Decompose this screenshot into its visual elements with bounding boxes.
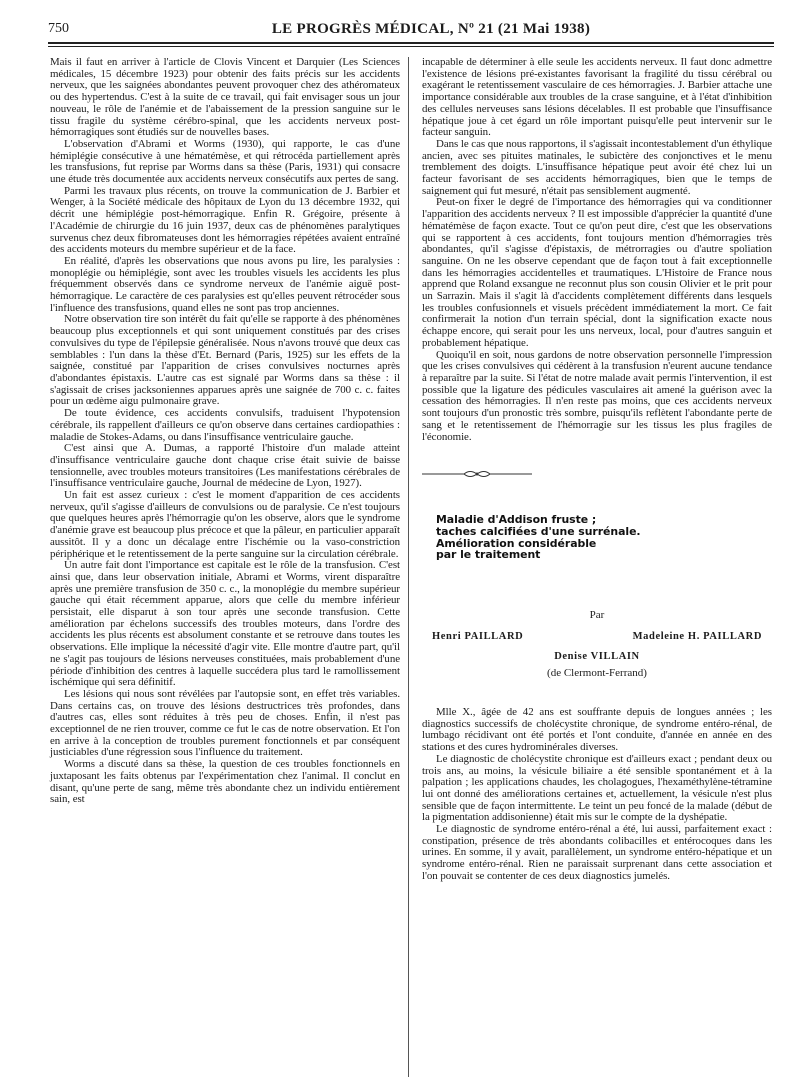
article-title: [422, 514, 772, 561]
body-paragraph: Mais il faut en arriver à l'article de Clovis Vincent et Darquier (Les Sciences médicales, 15 décembre 1923) pour obtenir des faits précis sur les accidents nerveux, que les saignées abondantes peuvent provoquer chez des athéromateux ou des hypertendus. C'est à la suite de ce travail, qui fait envisager sous un jour nouveau, le rôle de l'anémie et de l'abaissement de la pression sanguine sur le tissu fragile du système cérébro-spinal, que les accidents nerveux post-hémorragiques sont étudiés sur de nouvelles bases.: [50, 56, 400, 139]
article-title-line: par le traitement: [436, 548, 541, 562]
article-title-line: Maladie d'Addison fruste ;: [436, 513, 597, 527]
author-name: Denise VILLAIN: [554, 651, 640, 663]
right-column: [422, 57, 772, 883]
body-paragraph: L'observation d'Abrami et Worms (1930), qui rapporte, le cas d'une hémiplégie consécutive à une hématémèse, et qui rétrocéda partiellement après les transfusions, fut reprise par Worms dans sa thèse (Paris, 1931) qui consacre une étude très documentée aux accidents nerveux consécutifs aux pertes de sang.: [50, 137, 400, 186]
byline: Par: [589, 609, 605, 622]
column-divider: [408, 57, 409, 1077]
body-paragraph: Notre observation tire son intérêt du fait qu'elle se rapporte à des phénomènes beaucoup plus exceptionnels et qui sont uniquement constitués par des crises convulsives du type de l'épilepsie généralisée. Nous n'avons trouvé que deux cas semblables : l'un dans la thèse d'Et. Bernard (Paris, 1925) sur les effets de la saignée, constitué par l'apparition de crises convulsives nocturnes après d'abondantes épistaxis. L'autre cas est signalé par Worms dans sa thèse : il s'agissait de crises jacksoniennes apparues après une saignée de 700 c. c. faites pour un œdème aigu pulmonaire grave.: [50, 313, 400, 408]
header-rule-thick: [48, 42, 774, 44]
header-rule-thin: [48, 46, 774, 47]
body-paragraph: Mlle X., âgée de 42 ans est souffrante depuis de longues années ; les diagnostics successifs de cholécystite chronique, de syndrome entéro-rénal, de lumbago récidivant ont été portés et l'ont conduite, d'année en année en des stations et des cures hydrominérales diverses.: [422, 706, 772, 754]
article-body: [422, 707, 772, 883]
journal-running-title: LE PROGRÈS MÉDICAL, Nº 21 (21 Mai 1938): [271, 21, 591, 37]
body-paragraph: C'est ainsi que A. Dumas, a rapporté l'histoire d'un malade atteint d'insuffisance ventriculaire gauche dont chaque crise était suivie de baisse tensionnelle, avec troubles moteurs transitoires (Les manifestations cérébrales de l'insuffisance ventriculaire gauche, Journal de médecine de Lyon, 1927).: [50, 442, 400, 490]
article-title-line: taches calcifiées d'une surrénale.: [436, 524, 641, 538]
body-paragraph: De toute évidence, ces accidents convulsifs, traduisent l'hypotension cérébrale, ils rappellent d'ailleurs ce qu'on observe dans certaines cardiopathies : maladie de Stokes-Adams, ou dans l'insuffisance ventriculaire gauche.: [50, 407, 400, 443]
author-affiliation: (de Clermont-Ferrand): [547, 667, 647, 680]
body-paragraph: incapable de déterminer à elle seule les accidents nerveux. Il faut donc admettre l'existence de lésions pré-existantes favorisant la fragilité du tissu cérébral ou exagérant le retentissement vasculaire de ces hémorragies. J. Barbier attache une importance considérable aux troubles de la crase sanguine, et à l'état d'inhibition des cellules nerveuses sans lésions décelables. Il est probable que l'insuffisance hépatique joue à cet égard un rôle important puisqu'elle peut intervenir sur le facteur sanguin.: [422, 56, 772, 139]
body-paragraph: Le diagnostic de syndrome entéro-rénal a été, lui aussi, parfaitement exact : constipation, présence de très abondants colibacilles et entérocoques dans les urines. En somme, il y avait, parallèlement, un syndrome entéro-hépatique et un syndrome entéro-rénal. Rien ne paraissait surprenant dans cette association et l'on pouvait se contenter de ces deux diagnostics jumelés.: [422, 823, 772, 882]
body-paragraph: Worms a discuté dans sa thèse, la question de ces troubles fonctionnels en juxtaposant les faits obtenus par l'expérimentation chez l'animal. Il conclut en disant, qu'une perte de sang, même très abondante chez un individu entièrement sain, est: [50, 758, 400, 806]
article-title-line: Amélioration considérable: [436, 536, 597, 550]
author-name: Henri PAILLARD: [432, 631, 524, 643]
body-paragraph: Dans le cas que nous rapportons, il s'agissait incontestablement d'un éthylique ancien, avec ses pituites matinales, le subictère des conjonctives et le menu tremblement des doigts. L'insuffisance hépatique peut avoir été chez lui un facteur favorisant de ses accidents hémorragiques, bien que le temps de saignement qui fut mesuré, n'était pas sensiblement augmenté.: [422, 137, 773, 197]
body-paragraph: Un autre fait dont l'importance est capitale est le rôle de la transfusion. C'est ainsi que, dans leur observation initiale, Abrami et Worms, virent disparaître après une première transfusion de 350 c. c., la monoplégie du membre supérieur gauche qui était récemment apparue, alors que celle du membre inférieur persistait, elle disparut à son tour après une seconde transfusion. Cette amélioration par échelons successifs des troubles moteurs, dans l'ordre des accidents les plus récents est absolument constante et se retrouve dans toutes les observations. Elle implique la nécessité d'agir vite. Elle montre d'autre part, qu'il ne s'agit pas toujours de lésions nerveuses constituées, mais probablement d'une période d'inhibition des centres à laquelle succédera plus tard le ramollissement ischémique qui sera définitif.: [50, 559, 400, 689]
body-paragraph: Quoiqu'il en soit, nous gardons de notre observation personnelle l'impression que les crises convulsives qui cédèrent à la transfusion n'eurent aucune tendance à reparaître par la suite. Si l'état de notre malade avait permis l'intervention, il est possible que la ligature des pédicules vasculaires ait amené la guérison avec la cessation des hémorragies. Il n'en reste pas moins, que ces accidents nerveux sont toujours d'un pronostic très sombre, puisqu'ils reflètent l'abondante perte de sang et le retentissement de l'hémorragie sur les tissus les plus fragiles de l'économie.: [422, 348, 772, 443]
body-paragraph: Les lésions qui nous sont révélées par l'autopsie sont, en effet très variables. Dans certains cas, on trouve des lésions destructrices très profondes, dans d'autres cas, elles sont réduites à très peu de choses. Enfin, il n'est pas exceptionnel de ne rien trouver, comme ce fut le cas de notre observation. Et l'on en arrive à la conception de troubles purement fonctionnels et par conséquent justiciables d'une régression sous l'influence du traitement.: [50, 687, 400, 759]
author-name: Madeleine H. PAILLARD: [632, 631, 762, 643]
left-column: [50, 57, 400, 806]
body-paragraph: Un fait est assez curieux : c'est le moment d'apparition de ces accidents nerveux, qu'il s'agisse d'ailleurs de convulsions ou de paralysie. Ce n'est toujours que quelques heures après l'hémorragie qu'on les observe, alors que le syndrome d'anémie grave est beaucoup plus précoce et que la pâleur, en particulier apparaît aussitôt. Il y a donc un décalage entre l'ischémie ou la vaso-constriction périphérique et le retentissement de la perte sanguine sur la circulation cérébrale.: [50, 489, 400, 560]
body-paragraph: Parmi les travaux plus récents, on trouve la communication de J. Barbier et Wenger, à la Société médicale des hôpitaux de Lyon du 13 décembre 1932, qui décrit une hémiplégie post-hémorragique. Enfin R. Grégoire, présente à l'Académie de chirurgie du 16 juin 1937, deux cas de phénomènes paralytiques survenus chez deux fibromateuses dont les hémorragies répétées avaient entraîné des accidents moteurs du membre supérieur et de la face.: [50, 184, 400, 256]
body-paragraph: Peut-on fixer le degré de l'importance des hémorragies qui va conditionner l'apparition des accidents nerveux ? Il est impossible d'apprécier la quantité d'une hématémèse de façon exacte. Tout ce qu'on peut dire, c'est que les observations qui se rapportent à ces accidents, font toujours mention d'hémorragies très abondantes, qu'il s'agisse d'épistaxis, de métrorragies ou d'autre spoliation sanguine. On ne les observe cependant que de façon tout à fait exceptionnelle dans les hémorragies accidentelles et traumatiques. L'Histoire de France nous apprend que Roland exsangue ne reconnut plus son cousin Olivier et le prit pour un Sarrazin. Mais il s'agit là d'accidents complètement différents dans lesquels les troubles confusionnels et visuels précèdent immédiatement la mort. Ce fait confirmerait la notion d'un terrain spécial, dont la signification exacte nous échappe encore, qui serait pour les uns nerveux, local, pour d'autres sanguin et probablement hépatique.: [422, 196, 772, 349]
body-paragraph: En réalité, d'après les observations que nous avons pu lire, les paralysies : monoplégie ou hémiplégie, sont avec les troubles visuels les accidents les plus fréquemment observés dans ce syndrome nerveux de l'anémie aiguë post-hémorragique. Le caractère de ces paralysies est qu'elles peuvent rétrocéder sous l'influence des transfusions, quand elles ne sont pas trop anciennes.: [50, 254, 400, 314]
section-ornament: [422, 469, 532, 479]
page-header: [48, 20, 774, 38]
page-number: 750: [48, 21, 69, 36]
body-paragraph: Le diagnostic de cholécystite chronique est d'ailleurs exact ; pendant deux ou trois ans, au moins, la vésicule biliaire a été sensible spontanément et à la palpation ; les applications chaudes, les cholagogues, l'hexaméthylène-tétramine lui ont donné des améliorations certaines et, actuellement, la vésicule n'est plus sensible que de façon intermittente. Le teint un peu foncé de la malade (début de la pigmentation addisonienne) était mis sur le compte de la dyshépatie.: [422, 752, 772, 824]
authors-row: [422, 631, 772, 649]
